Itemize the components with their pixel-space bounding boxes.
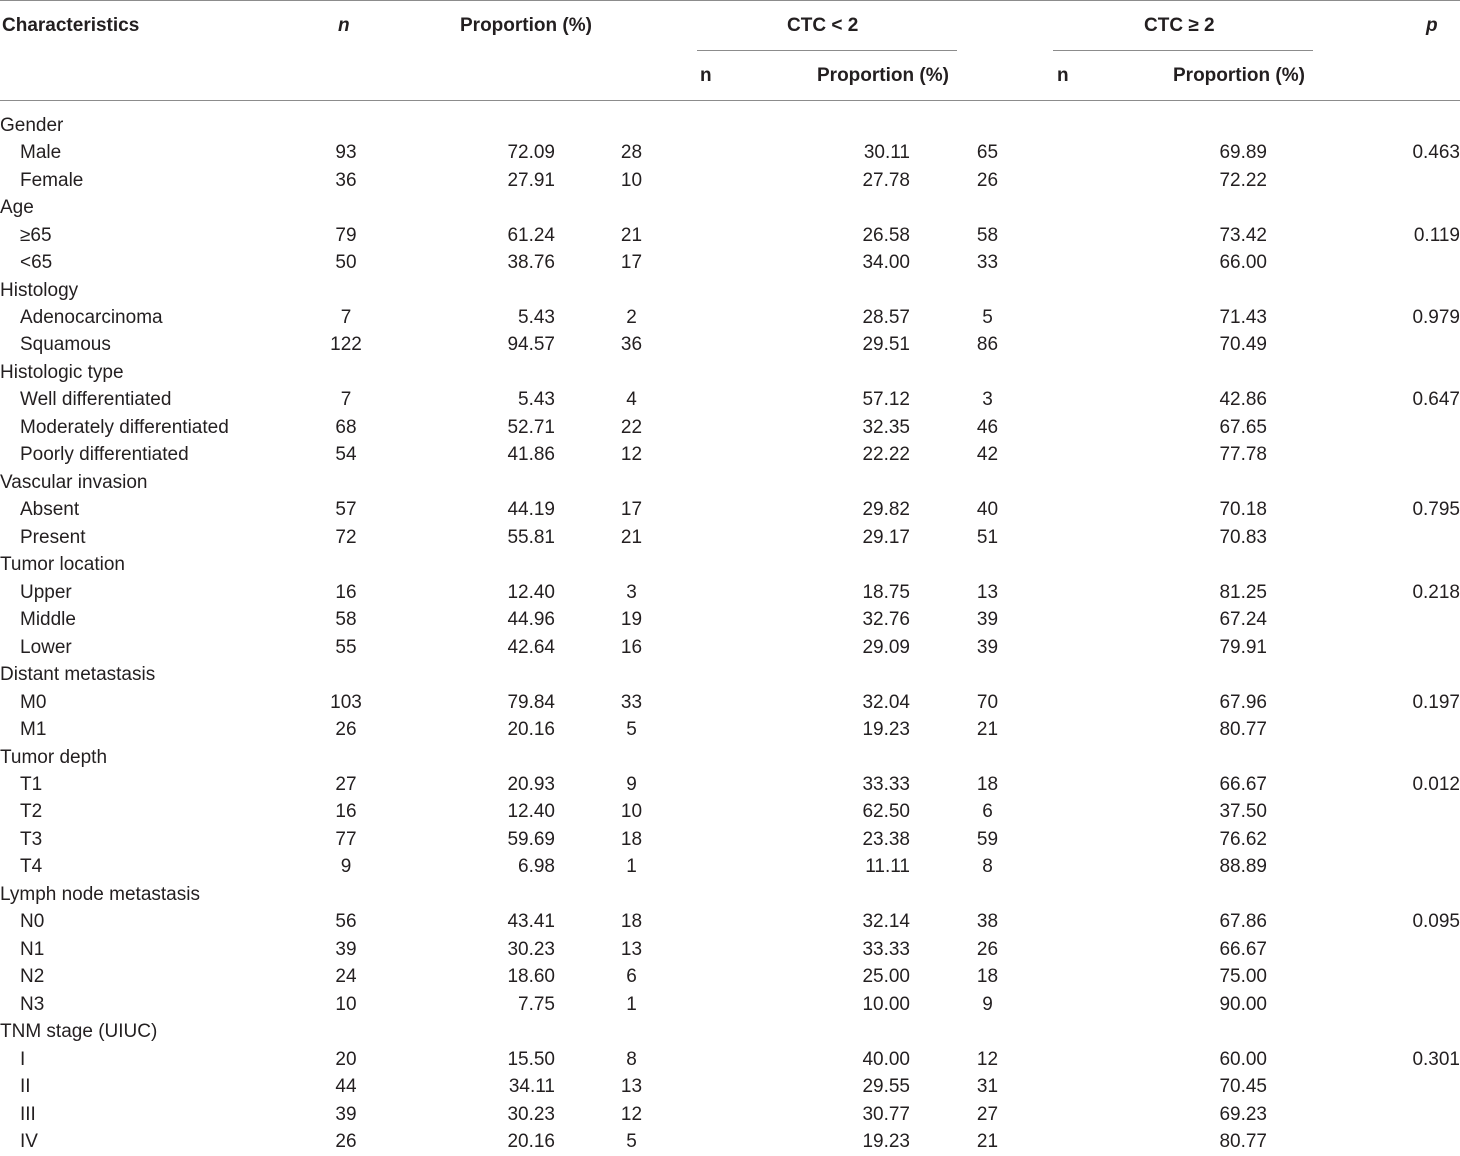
cell-n: 103 [330,691,362,713]
table-row [0,332,1460,359]
table-row [0,936,1460,963]
table-body [0,112,1460,1156]
cell-ctc-ge2-proportion: 75.00 [1219,966,1267,988]
table-row [0,909,1460,936]
cell-ctc-lt2-proportion: 32.04 [862,691,910,713]
cell-p-value: 0.095 [1412,911,1460,933]
cell-p-value: 0.119 [1413,224,1460,246]
row-label: Male [20,142,62,164]
cell-ctc-ge2-proportion: 66.67 [1219,773,1267,795]
row-label: M1 [20,719,47,741]
cell-ctc-lt2-proportion: 25.00 [862,966,910,988]
cell-ctc-ge2-n: 39 [976,636,999,658]
group-row [0,881,1460,908]
cell-ctc-lt2-proportion: 29.09 [862,636,910,658]
cell-ctc-lt2-proportion: 32.14 [862,911,910,933]
row-label: N3 [20,993,45,1015]
cell-ctc-ge2-proportion: 73.42 [1219,224,1267,246]
cell-proportion: 12.40 [507,801,555,823]
cell-ctc-ge2-proportion: 70.49 [1219,334,1267,356]
cell-proportion: 59.69 [507,828,555,850]
cell-proportion: 5.43 [518,307,555,329]
cell-ctc-ge2-proportion: 77.78 [1219,444,1267,466]
row-label: Present [20,526,86,548]
cell-ctc-lt2-n: 1 [626,856,637,878]
cell-ctc-ge2-n: 65 [976,142,999,164]
cell-ctc-ge2-proportion: 90.00 [1219,993,1267,1015]
table-row [0,1101,1460,1128]
cell-ctc-ge2-n: 12 [976,1048,999,1070]
cell-p-value: 0.647 [1412,389,1460,411]
table-row [0,991,1460,1018]
cell-ctc-lt2-proportion: 32.76 [862,609,910,631]
row-label: T3 [20,828,43,850]
group-label: Tumor location [0,554,125,576]
cell-ctc-lt2-n: 5 [626,1131,637,1153]
header-rule [0,100,1460,101]
cell-proportion: 44.19 [507,499,555,521]
cell-n: 56 [335,911,357,933]
row-label: Female [20,169,84,191]
table-row [0,799,1460,826]
table-row [0,249,1460,276]
cell-ctc-ge2-proportion: 67.96 [1219,691,1267,713]
group-label: Gender [0,114,64,136]
cell-proportion: 44.96 [507,609,555,631]
cell-ctc-lt2-n: 10 [620,801,643,823]
cell-ctc-ge2-n: 3 [982,389,993,411]
cell-n: 57 [335,499,357,521]
header-ctc-lt2-proportion: Proportion (%) [817,65,949,86]
cell-ctc-lt2-n: 19 [620,609,643,631]
cell-p-value [1267,1128,1460,1155]
row-label: Lower [20,636,72,658]
table-row [0,579,1460,606]
cell-n: 24 [335,966,357,988]
ctc-lt2-subrule [697,50,957,51]
cell-p-value [1267,799,1460,826]
cell-n: 72 [335,526,357,548]
cell-proportion: 94.57 [507,334,555,356]
cell-ctc-lt2-proportion: 19.23 [862,1131,910,1153]
cell-ctc-lt2-proportion: 57.12 [862,389,910,411]
cell-ctc-lt2-n: 5 [626,719,637,741]
cell-proportion: 15.50 [507,1048,555,1070]
group-row [0,552,1460,579]
cell-proportion: 18.60 [507,966,555,988]
cell-ctc-ge2-proportion: 80.77 [1219,719,1267,741]
group-row [0,469,1460,496]
cell-ctc-ge2-proportion: 71.43 [1219,307,1267,329]
table-row [0,304,1460,331]
cell-ctc-ge2-proportion: 69.89 [1219,142,1267,164]
cell-ctc-ge2-n: 46 [976,416,999,438]
cell-ctc-lt2-n: 6 [626,966,637,988]
cell-p-value [1267,524,1460,551]
row-label: IV [20,1131,38,1153]
group-label: Distant metastasis [0,664,156,686]
cell-ctc-lt2-proportion: 23.38 [862,828,910,850]
row-label: Squamous [20,334,111,356]
cell-ctc-ge2-proportion: 76.62 [1219,828,1267,850]
cell-ctc-lt2-n: 12 [620,1103,643,1125]
top-rule [0,0,1460,1]
cell-ctc-lt2-n: 18 [620,828,643,850]
header-proportion: Proportion (%) [460,15,592,36]
row-label: Adenocarcinoma [20,307,163,329]
cell-ctc-lt2-proportion: 22.22 [862,444,910,466]
cell-ctc-lt2-n: 17 [620,499,643,521]
cell-ctc-lt2-n: 22 [620,416,643,438]
table-row [0,606,1460,633]
cell-ctc-ge2-n: 26 [976,169,999,191]
cell-n: 77 [335,828,357,850]
cell-proportion: 43.41 [507,911,555,933]
cell-n: 44 [335,1076,357,1098]
cell-ctc-lt2-proportion: 62.50 [862,801,910,823]
table-row [0,1046,1460,1073]
cell-ctc-ge2-proportion: 80.77 [1219,1131,1267,1153]
cell-ctc-ge2-proportion: 70.45 [1219,1076,1267,1098]
cell-proportion: 7.75 [518,993,555,1015]
cell-n: 26 [335,1131,357,1153]
row-label: III [20,1103,36,1125]
cell-ctc-lt2-n: 12 [620,444,643,466]
cell-n: 79 [335,224,357,246]
table-row [0,139,1460,166]
cell-n: 68 [335,416,357,438]
cell-n: 50 [335,252,357,274]
cell-n: 39 [335,1103,357,1125]
row-label: <65 [20,252,53,274]
header-ctc-ge2: CTC ≥ 2 [1144,15,1215,36]
cell-proportion: 5.43 [518,389,555,411]
cell-proportion: 20.16 [507,1131,555,1153]
cell-ctc-lt2-proportion: 32.35 [862,416,910,438]
table-row [0,497,1460,524]
cell-proportion: 55.81 [507,526,555,548]
cell-n: 93 [335,142,357,164]
cell-n: 9 [340,856,352,878]
cell-proportion: 20.93 [507,773,555,795]
cell-ctc-lt2-proportion: 11.11 [865,856,910,878]
cell-ctc-ge2-proportion: 67.65 [1219,416,1267,438]
group-row [0,277,1460,304]
cell-ctc-ge2-proportion: 66.67 [1219,938,1267,960]
group-row [0,194,1460,221]
table-row [0,964,1460,991]
cell-p-value [1267,991,1460,1018]
cell-ctc-ge2-n: 40 [976,499,999,521]
cell-ctc-ge2-n: 58 [976,224,999,246]
cell-ctc-ge2-proportion: 81.25 [1219,581,1267,603]
table-row [0,387,1460,414]
row-label: Middle [20,609,76,631]
cell-n: 36 [335,169,357,191]
cell-ctc-lt2-n: 17 [620,252,643,274]
group-label: Histology [0,279,79,301]
cell-p-value: 0.795 [1412,499,1460,521]
cell-p-value [1267,716,1460,743]
cell-ctc-ge2-proportion: 67.24 [1219,609,1267,631]
cell-proportion: 27.91 [507,169,555,191]
cell-ctc-ge2-n: 86 [976,334,999,356]
cell-ctc-ge2-n: 51 [976,526,999,548]
cell-ctc-lt2-n: 16 [620,636,643,658]
cell-p-value [1267,1101,1460,1128]
cell-ctc-lt2-n: 21 [620,526,643,548]
cell-ctc-ge2-n: 42 [976,444,999,466]
cell-ctc-lt2-proportion: 18.75 [862,581,910,603]
cell-p-value [1267,249,1460,276]
cell-proportion: 34.11 [508,1076,555,1098]
table-row [0,222,1460,249]
cell-ctc-lt2-proportion: 19.23 [862,719,910,741]
table-row [0,167,1460,194]
table-row [0,716,1460,743]
group-row [0,661,1460,688]
header-ctc-lt2: CTC < 2 [787,15,859,36]
cell-n: 16 [335,581,357,603]
row-label: Well differentiated [20,389,172,411]
row-label: I [20,1048,26,1070]
cell-p-value [1267,964,1460,991]
cell-ctc-lt2-n: 10 [620,169,643,191]
cell-ctc-ge2-proportion: 88.89 [1219,856,1267,878]
cell-n: 27 [335,773,357,795]
cell-proportion: 61.24 [507,224,555,246]
cell-ctc-lt2-proportion: 33.33 [862,773,910,795]
cell-n: 39 [335,938,357,960]
header-ctc-ge2-proportion: Proportion (%) [1173,65,1305,86]
cell-p-value [1267,414,1460,441]
cell-ctc-lt2-n: 4 [626,389,637,411]
cell-ctc-ge2-n: 38 [976,911,999,933]
ctc-ge2-subrule [1053,50,1313,51]
cell-p-value [1267,332,1460,359]
cell-ctc-ge2-n: 21 [976,719,999,741]
group-label: Tumor depth [0,746,108,768]
table-row [0,1073,1460,1100]
cell-n: 122 [330,334,362,356]
cell-ctc-lt2-n: 9 [626,773,637,795]
cell-ctc-ge2-n: 59 [976,828,999,850]
cell-ctc-ge2-n: 18 [976,966,999,988]
cell-ctc-ge2-n: 26 [976,938,999,960]
cell-p-value [1267,606,1460,633]
cell-proportion: 20.16 [507,719,555,741]
table-row [0,634,1460,661]
cell-ctc-lt2-proportion: 29.55 [862,1076,910,1098]
header-ctc-ge2-n: n [1057,65,1069,86]
cell-ctc-lt2-proportion: 26.58 [862,224,910,246]
table-row [0,414,1460,441]
row-label: Upper [20,581,72,603]
cell-ctc-ge2-proportion: 70.83 [1219,526,1267,548]
cell-ctc-ge2-proportion: 67.86 [1219,911,1267,933]
cell-ctc-lt2-proportion: 29.17 [862,526,910,548]
cell-n: 16 [335,801,357,823]
cell-p-value [1267,854,1460,881]
cell-n: 54 [335,444,357,466]
cell-n: 20 [335,1048,357,1070]
cell-n: 7 [340,389,352,411]
cell-ctc-ge2-n: 5 [982,307,993,329]
group-row [0,744,1460,771]
group-label: TNM stage (UIUC) [0,1021,158,1043]
group-label: Vascular invasion [0,471,148,493]
cell-ctc-lt2-proportion: 40.00 [862,1048,910,1070]
cell-ctc-lt2-n: 3 [626,581,637,603]
row-label: N0 [20,911,45,933]
cell-ctc-lt2-proportion: 29.82 [862,499,910,521]
cell-ctc-ge2-proportion: 70.18 [1219,499,1267,521]
cell-n: 55 [335,636,357,658]
cell-ctc-ge2-proportion: 66.00 [1219,252,1267,274]
row-label: N1 [20,938,45,960]
cell-ctc-ge2-n: 70 [976,691,999,713]
cell-proportion: 79.84 [507,691,555,713]
group-row [0,1018,1460,1045]
cell-ctc-ge2-proportion: 69.23 [1219,1103,1267,1125]
cell-ctc-lt2-n: 2 [626,307,637,329]
cell-ctc-lt2-proportion: 28.57 [862,307,910,329]
cell-ctc-lt2-proportion: 34.00 [862,252,910,274]
header-characteristics: Characteristics [2,15,140,36]
cell-proportion: 38.76 [507,252,555,274]
table-row [0,854,1460,881]
cell-p-value: 0.197 [1412,691,1460,713]
cell-p-value [1267,936,1460,963]
cell-ctc-lt2-n: 36 [620,334,643,356]
cell-proportion: 12.40 [507,581,555,603]
cell-ctc-ge2-n: 33 [976,252,999,274]
cell-n: 26 [335,719,357,741]
row-label: Absent [20,499,80,521]
cell-ctc-lt2-n: 8 [626,1048,637,1070]
cell-p-value [1267,167,1460,194]
header-n: n [338,15,350,36]
cell-ctc-lt2-n: 33 [620,691,643,713]
group-row [0,359,1460,386]
row-label: Moderately differentiated [20,416,229,438]
cell-ctc-ge2-proportion: 60.00 [1219,1048,1267,1070]
cell-ctc-ge2-proportion: 42.86 [1219,389,1267,411]
table-row [0,771,1460,798]
table-row [0,689,1460,716]
cell-p-value: 0.218 [1412,581,1460,603]
cell-ctc-lt2-proportion: 30.77 [862,1103,910,1125]
cell-ctc-ge2-n: 18 [976,773,999,795]
cell-ctc-ge2-n: 6 [982,801,993,823]
cell-proportion: 72.09 [507,142,555,164]
cell-n: 58 [335,609,357,631]
table-row [0,826,1460,853]
cell-proportion: 42.64 [507,636,555,658]
row-label: T4 [20,856,43,878]
cell-proportion: 52.71 [507,416,555,438]
cell-proportion: 30.23 [507,938,555,960]
cell-ctc-ge2-n: 31 [976,1076,999,1098]
cell-ctc-lt2-proportion: 33.33 [862,938,910,960]
cell-p-value [1267,442,1460,469]
cell-ctc-ge2-n: 9 [982,993,993,1015]
cell-ctc-lt2-n: 13 [620,1076,643,1098]
cell-ctc-lt2-n: 21 [620,224,643,246]
cell-ctc-lt2-n: 18 [620,911,643,933]
cell-ctc-lt2-n: 28 [620,142,643,164]
cell-ctc-ge2-proportion: 79.91 [1219,636,1267,658]
cell-n: 10 [335,993,357,1015]
header-p: p [1426,15,1438,36]
cell-ctc-lt2-proportion: 29.51 [862,334,910,356]
group-label: Lymph node metastasis [0,883,200,905]
row-label: II [20,1076,31,1098]
cell-p-value [1267,634,1460,661]
cell-ctc-lt2-proportion: 27.78 [862,169,910,191]
cell-p-value: 0.979 [1412,307,1460,329]
cell-proportion: 6.98 [518,856,555,878]
group-row [0,112,1460,139]
cell-ctc-ge2-n: 39 [976,609,999,631]
cell-ctc-ge2-n: 13 [976,581,999,603]
cell-p-value: 0.301 [1412,1048,1460,1070]
cell-ctc-lt2-n: 1 [626,993,637,1015]
cell-ctc-lt2-n: 13 [620,938,643,960]
cell-proportion: 30.23 [507,1103,555,1125]
row-label: M0 [20,691,47,713]
row-label: T1 [20,773,43,795]
cell-ctc-ge2-n: 21 [976,1131,999,1153]
cell-p-value [1267,1073,1460,1100]
row-label: ≥65 [20,224,52,246]
cell-proportion: 41.86 [507,444,555,466]
cell-ctc-lt2-proportion: 30.11 [863,142,910,164]
row-label: Poorly differentiated [20,444,189,466]
cell-p-value: 0.012 [1412,773,1460,795]
table-row [0,442,1460,469]
cell-ctc-ge2-n: 27 [976,1103,999,1125]
row-label: T2 [20,801,43,823]
cell-ctc-ge2-proportion: 37.50 [1219,801,1267,823]
cell-n: 7 [340,307,352,329]
cell-ctc-ge2-proportion: 72.22 [1219,169,1267,191]
cell-p-value: 0.463 [1412,142,1460,164]
cell-ctc-lt2-proportion: 10.00 [862,993,910,1015]
cell-p-value [1267,826,1460,853]
table-row [0,1128,1460,1155]
group-label: Histologic type [0,361,124,383]
header-ctc-lt2-n: n [700,65,712,86]
group-label: Age [0,197,34,219]
table-row [0,524,1460,551]
cell-ctc-ge2-n: 8 [982,856,993,878]
row-label: N2 [20,966,45,988]
